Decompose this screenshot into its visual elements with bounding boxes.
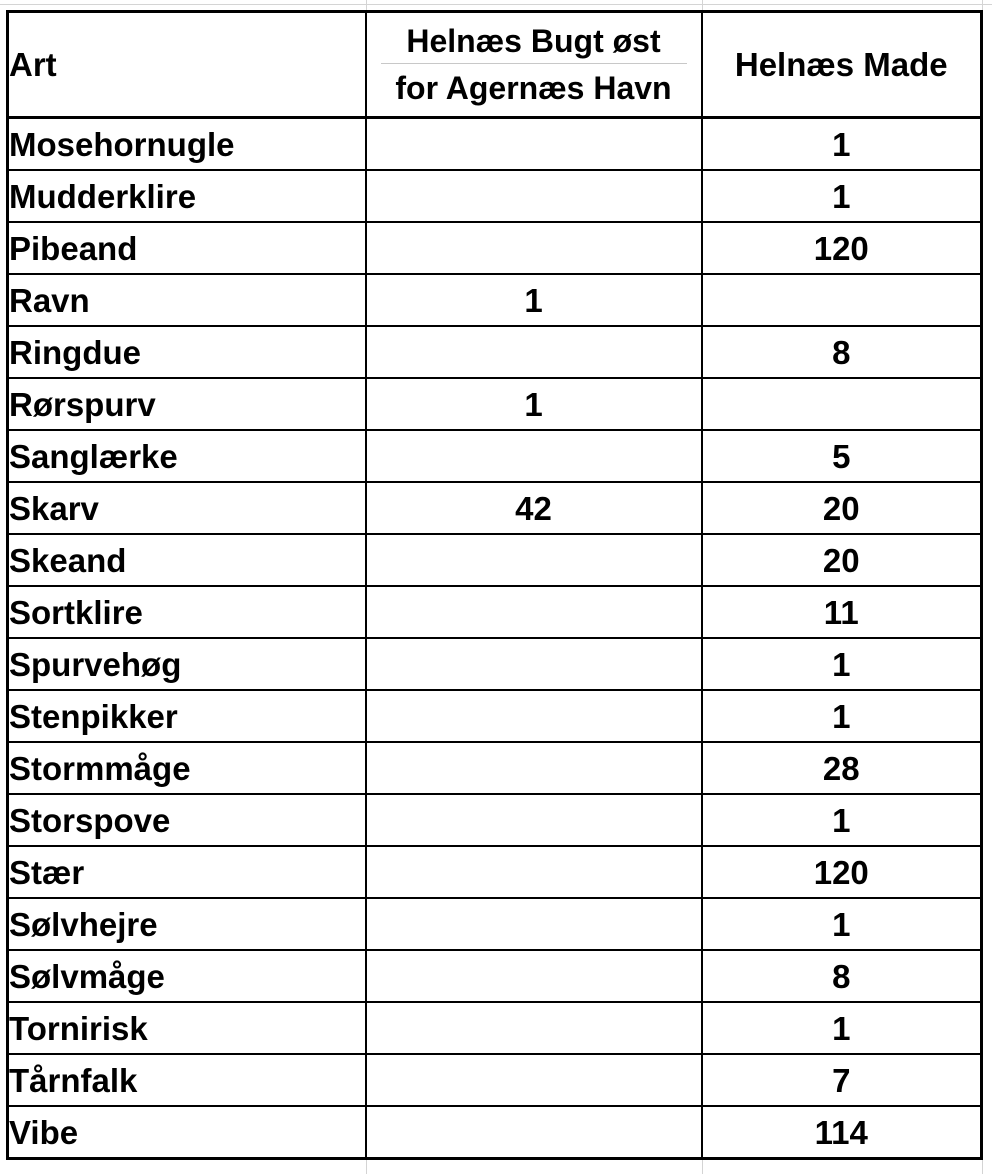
cell-art[interactable]: Tornirisk xyxy=(8,1002,366,1054)
cell-helnaes-bugt[interactable] xyxy=(366,898,702,950)
table-row xyxy=(8,222,982,274)
cell-helnaes-made[interactable]: 114 xyxy=(702,1106,982,1159)
bird-count-table xyxy=(6,10,983,1160)
table-row xyxy=(8,586,982,638)
cell-helnaes-bugt[interactable] xyxy=(366,1106,702,1159)
header-helnaes-bugt-line2: for Agernæs Havn xyxy=(395,70,672,106)
cell-helnaes-made[interactable] xyxy=(702,378,982,430)
cell-art[interactable]: Mosehornugle xyxy=(8,118,366,171)
cell-art[interactable]: Mudderklire xyxy=(8,170,366,222)
table-row xyxy=(8,638,982,690)
cell-helnaes-made[interactable]: 8 xyxy=(702,326,982,378)
cell-helnaes-made[interactable]: 8 xyxy=(702,950,982,1002)
cell-helnaes-made[interactable]: 1 xyxy=(702,898,982,950)
cell-art[interactable]: Sortklire xyxy=(8,586,366,638)
cell-helnaes-made[interactable]: 1 xyxy=(702,690,982,742)
table-row xyxy=(8,690,982,742)
cell-art[interactable]: Sanglærke xyxy=(8,430,366,482)
cell-art[interactable]: Sølvhejre xyxy=(8,898,366,950)
cell-art[interactable]: Skarv xyxy=(8,482,366,534)
cell-helnaes-made[interactable]: 1 xyxy=(702,170,982,222)
table-body xyxy=(8,118,982,1159)
cell-helnaes-bugt[interactable] xyxy=(366,222,702,274)
cell-art[interactable]: Tårnfalk xyxy=(8,1054,366,1106)
table-row xyxy=(8,1106,982,1159)
cell-helnaes-made[interactable]: 1 xyxy=(702,794,982,846)
cell-helnaes-made[interactable]: 11 xyxy=(702,586,982,638)
cell-art[interactable]: Ravn xyxy=(8,274,366,326)
cell-art[interactable]: Sølvmåge xyxy=(8,950,366,1002)
table-row xyxy=(8,118,982,171)
cell-helnaes-made[interactable]: 20 xyxy=(702,534,982,586)
table-row xyxy=(8,482,982,534)
cell-helnaes-bugt[interactable] xyxy=(366,118,702,171)
cell-helnaes-bugt[interactable] xyxy=(366,846,702,898)
table-row xyxy=(8,742,982,794)
table-row xyxy=(8,794,982,846)
sheet-gridline xyxy=(0,4,992,5)
table-row xyxy=(8,950,982,1002)
cell-helnaes-made[interactable]: 20 xyxy=(702,482,982,534)
cell-helnaes-bugt[interactable]: 42 xyxy=(366,482,702,534)
cell-helnaes-made[interactable]: 1 xyxy=(702,1002,982,1054)
cell-art[interactable]: Stenpikker xyxy=(8,690,366,742)
cell-art[interactable]: Spurvehøg xyxy=(8,638,366,690)
table-row xyxy=(8,846,982,898)
table-row xyxy=(8,534,982,586)
cell-helnaes-bugt[interactable] xyxy=(366,326,702,378)
cell-helnaes-bugt[interactable] xyxy=(366,690,702,742)
cell-helnaes-bugt[interactable] xyxy=(366,170,702,222)
cell-helnaes-bugt[interactable]: 1 xyxy=(366,274,702,326)
cell-helnaes-bugt[interactable] xyxy=(366,430,702,482)
cell-helnaes-bugt[interactable] xyxy=(366,586,702,638)
header-helnaes-bugt-line1: Helnæs Bugt øst xyxy=(381,25,687,64)
cell-helnaes-bugt[interactable] xyxy=(366,1054,702,1106)
cell-helnaes-made[interactable]: 1 xyxy=(702,638,982,690)
cell-helnaes-bugt[interactable] xyxy=(366,742,702,794)
table-row xyxy=(8,326,982,378)
cell-art[interactable]: Skeand xyxy=(8,534,366,586)
cell-helnaes-bugt[interactable] xyxy=(366,950,702,1002)
cell-art[interactable]: Storspove xyxy=(8,794,366,846)
header-row xyxy=(8,12,982,118)
cell-art[interactable]: Ringdue xyxy=(8,326,366,378)
cell-helnaes-made[interactable]: 120 xyxy=(702,222,982,274)
table-row xyxy=(8,898,982,950)
table-row xyxy=(8,170,982,222)
table-row xyxy=(8,378,982,430)
cell-art[interactable]: Pibeand xyxy=(8,222,366,274)
table-row xyxy=(8,1002,982,1054)
cell-helnaes-made[interactable]: 7 xyxy=(702,1054,982,1106)
cell-helnaes-made[interactable]: 5 xyxy=(702,430,982,482)
cell-helnaes-bugt[interactable] xyxy=(366,1002,702,1054)
cell-helnaes-bugt[interactable] xyxy=(366,794,702,846)
cell-helnaes-bugt[interactable] xyxy=(366,534,702,586)
header-art[interactable]: Art xyxy=(8,12,366,118)
header-helnaes-made[interactable]: Helnæs Made xyxy=(702,12,982,118)
table-row xyxy=(8,274,982,326)
header-helnaes-bugt[interactable] xyxy=(366,12,702,118)
cell-art[interactable]: Stormmåge xyxy=(8,742,366,794)
cell-helnaes-made[interactable]: 1 xyxy=(702,118,982,171)
cell-helnaes-bugt[interactable]: 1 xyxy=(366,378,702,430)
cell-helnaes-made[interactable] xyxy=(702,274,982,326)
cell-helnaes-bugt[interactable] xyxy=(366,638,702,690)
cell-art[interactable]: Vibe xyxy=(8,1106,366,1159)
cell-art[interactable]: Rørspurv xyxy=(8,378,366,430)
cell-helnaes-made[interactable]: 28 xyxy=(702,742,982,794)
cell-helnaes-made[interactable]: 120 xyxy=(702,846,982,898)
cell-art[interactable]: Stær xyxy=(8,846,366,898)
table-row xyxy=(8,1054,982,1106)
table-row xyxy=(8,430,982,482)
